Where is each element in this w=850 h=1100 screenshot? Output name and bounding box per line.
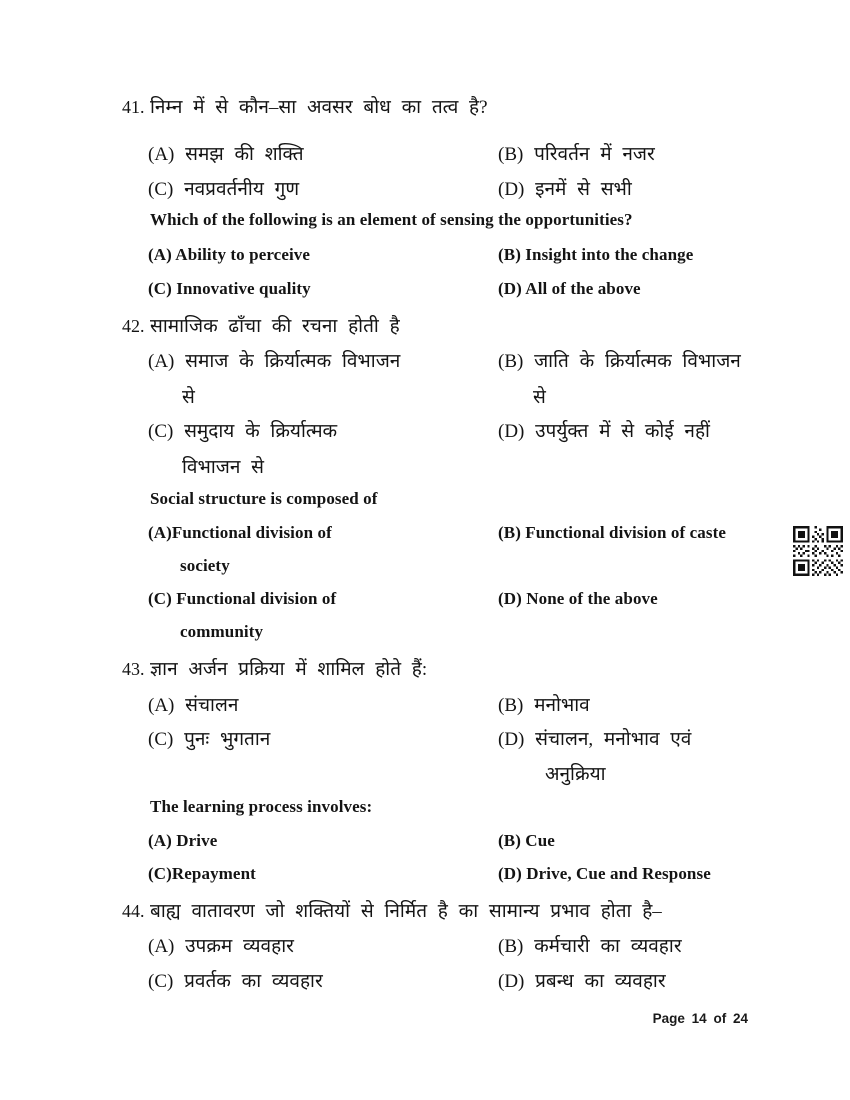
footer-page-number: 14 [691,1011,707,1026]
q41-english-option-d: (D) All of the above [498,279,641,298]
footer-of-label: of [713,1011,727,1026]
footer-total-pages: 24 [732,1011,748,1026]
q41-english-question: Which of the following is an element of sensing the opportunities? [150,210,633,229]
q42-english-option-b: (B) Functional division of caste [498,523,726,542]
q42-english-option-a-line2: society [180,556,230,575]
q42-english-option-c-line2: community [180,622,264,641]
q42-hindi-option-a-line2: से [182,387,195,408]
q43-english-option-c: (C)Repayment [148,864,256,883]
q43-hindi-option-c: (C) पुनः भुगतान [148,729,271,750]
footer-page-label: Page [652,1011,685,1026]
q42-hindi-option-a-line1: (A) समाज के क्रिर्यात्मक विभाजन [148,351,401,372]
question-43-number: 43. [122,659,145,679]
q44-hindi-option-c: (C) प्रवर्तक का व्यवहार [148,971,323,992]
q43-hindi-option-d-line1: (D) संचालन, मनोभाव एवं [498,729,692,750]
q42-english-question: Social structure is composed of [150,489,378,508]
q42-hindi-option-c-line2: विभाजन से [182,457,265,478]
q43-english-question: The learning process involves: [150,797,373,816]
question-43-text: 43. ज्ञान अर्जन प्रक्रिया में शामिल होते हैं: [122,659,428,680]
q43-hindi-option-a: (A) संचालन [148,695,239,716]
q43-hindi-option-d-line2: अनुक्रिया [545,764,606,785]
q44-hindi-option-b: (B) कर्मचारी का व्यवहार [498,936,682,957]
q43-english-option-a: (A) Drive [148,831,218,850]
question-42-number: 42. [122,316,145,336]
q42-hindi-option-c-line1: (C) समुदाय के क्रिर्यात्मक [148,421,338,442]
q43-english-option-d: (D) Drive, Cue and Response [498,864,711,883]
q42-hindi-option-d: (D) उपर्युक्त में से कोई नहीं [498,421,710,442]
q44-hindi-option-d: (D) प्रबन्ध का व्यवहार [498,971,666,992]
q41-hindi-option-a: (A) समझ की शक्ति [148,144,304,165]
q42-english-option-d: (D) None of the above [498,589,658,608]
question-44-text: 44. बाह्य वातावरण जो शक्तियों से निर्मित है का सामान्य प्रभाव होता है– [122,901,662,922]
q41-english-option-a: (A) Ability to perceive [148,245,311,264]
q42-hindi-option-b-line2: से [533,387,546,408]
question-44-number: 44. [122,901,145,921]
q41-english-option-b: (B) Insight into the change [498,245,694,264]
q44-hindi-option-a: (A) उपक्रम व्यवहार [148,936,294,957]
question-41-number: 41. [122,97,145,117]
q43-hindi-option-b: (B) मनोभाव [498,695,590,716]
q43-english-option-b: (B) Cue [498,831,555,850]
q42-hindi-option-b-line1: (B) जाति के क्रिर्यात्मक विभाजन [498,351,741,372]
q41-hindi-option-b: (B) परिवर्तन में नजर [498,144,655,165]
q42-english-option-a-line1: (A)Functional division of [148,523,332,542]
page-footer [653,1011,748,1026]
q42-english-option-c-line1: (C) Functional division of [148,589,337,608]
question-41-text: 41. निम्न में से कौन–सा अवसर बोध का तत्व है? [122,97,488,118]
q41-hindi-option-d: (D) इनमें से सभी [498,179,632,200]
qr-code-icon [793,526,843,576]
q41-english-option-c: (C) Innovative quality [148,279,311,298]
question-42-text: 42. सामाजिक ढाँचा की रचना होती है [122,316,400,337]
q41-hindi-option-c: (C) नवप्रवर्तनीय गुण [148,179,300,200]
